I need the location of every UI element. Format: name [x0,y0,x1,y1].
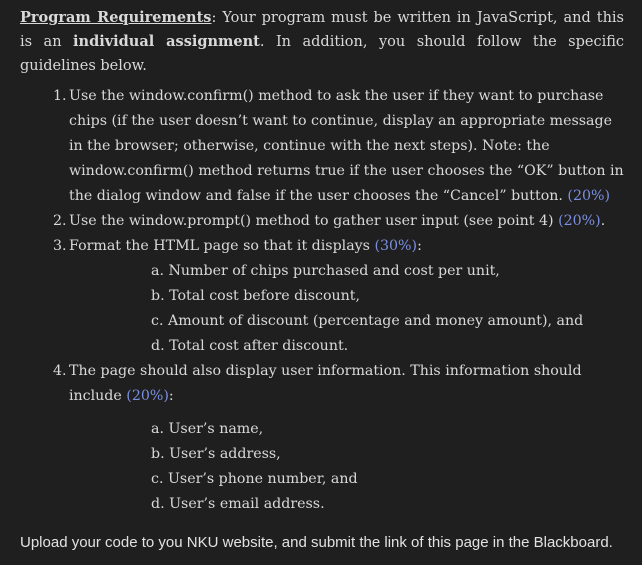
requirement-item-4 [53,359,624,517]
item-text: Use the window.prompt() method to gather user input (see point 4) [69,213,559,229]
requirement-item-3 [53,234,624,359]
sublist-item: d. Total cost after discount. [151,338,349,354]
sublist-item: b. User’s address, [151,446,281,462]
item-text: The page should also display user information. This information should include [69,363,582,404]
item-percent: (20%) [558,213,601,229]
spacer [69,409,624,417]
item-percent: (30%) [374,238,418,254]
item-number: 2. [53,213,67,229]
requirements-title: Program Requirements [20,9,212,26]
item-suffix: : [168,388,174,404]
sublist-item: c. User’s phone number, and [151,471,358,487]
item-suffix: . [600,213,606,229]
sublist-item: d. User’s email address. [151,496,325,512]
sublist-item: b. Total cost before discount, [151,288,361,304]
title-colon: : [211,10,217,26]
sublist-item: a. Number of chips purchased and cost per unit, [151,263,500,279]
format-sublist [69,259,624,359]
intro-text-2: . In addition, you should follow the specific guidelines below. [20,34,625,74]
item-number: 1. [53,88,67,104]
intro-paragraph [20,6,624,78]
item-number: 3. [53,238,67,254]
requirements-list [20,84,624,517]
user-info-sublist [69,417,624,517]
upload-instructions: Upload your code to you NKU website, and submit the link of this page in the Blackboard. [20,534,613,551]
item-percent: (20%) [567,188,611,204]
sublist-item: a. User’s name, [151,421,264,437]
individual-assignment-bold: individual assignment [73,33,260,50]
intro-text-1: Your program must be written in JavaScript, and this is an [20,10,624,50]
item-text: Format the HTML page so that it displays [69,238,375,254]
sublist-item: c. Amount of discount (percentage and money amount), and [151,313,584,329]
requirement-item-2 [53,209,624,234]
item-text: Use the window.confirm() method to ask the user if they want to purchase chips (if the user doesn’t want to continue, display an appropriate message in the browser; otherwise, continue with the next steps). Note: the window.confirm() method returns true if the user chooses the “OK” button in the dialog window and false if the user chooses the “Cancel” button. [69,88,624,204]
item-number: 4. [53,363,67,379]
requirement-item-1 [53,84,624,209]
item-suffix: : [417,238,422,254]
item-percent: (20%) [126,388,169,404]
